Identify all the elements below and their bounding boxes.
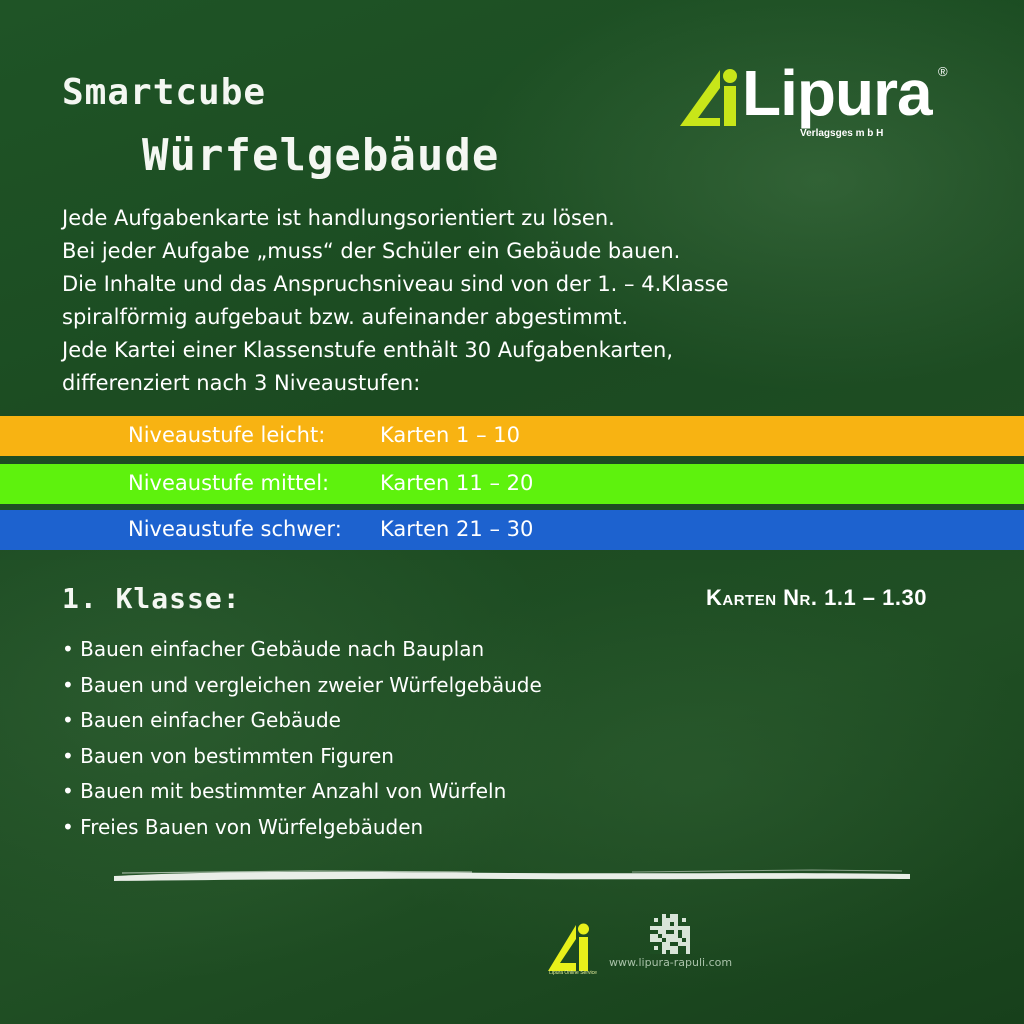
intro-line: Jede Aufgabenkarte ist handlungsorientiert zu lösen. bbox=[62, 206, 615, 230]
list-item: • Freies Bauen von Würfelgebäuden bbox=[62, 810, 542, 846]
level-band-hard bbox=[0, 510, 1024, 550]
card-range-label: Karten Nr. 1.1 – 1.30 bbox=[706, 585, 927, 610]
level-range: Karten 11 – 20 bbox=[380, 471, 534, 495]
list-item: • Bauen einfacher Gebäude bbox=[62, 703, 542, 739]
list-item: • Bauen und vergleichen zweier Würfelgebäude bbox=[62, 668, 542, 704]
chalk-divider bbox=[112, 860, 912, 890]
logo-wordmark: Lipura bbox=[742, 57, 932, 129]
task-list bbox=[62, 632, 542, 845]
title-wuerfelgebaeude: Würfelgebäude bbox=[142, 130, 500, 181]
intro-line: Jede Kartei einer Klassenstufe enthält 30 Aufgabenkarten, bbox=[62, 338, 673, 362]
list-item: • Bauen einfacher Gebäude nach Bauplan bbox=[62, 632, 542, 668]
list-item: • Bauen mit bestimmter Anzahl von Würfeln bbox=[62, 774, 542, 810]
section-heading: 1. Klasse: bbox=[62, 582, 241, 615]
intro-line: Bei jeder Aufgabe „muss“ der Schüler ein Gebäude bauen. bbox=[62, 239, 681, 263]
intro-line: differenziert nach 3 Niveaustufen: bbox=[62, 371, 421, 395]
logo-subtitle: Verlagsges m b H bbox=[800, 128, 884, 139]
qr-code-icon bbox=[650, 914, 690, 954]
logo-registered-mark: ® bbox=[938, 64, 948, 79]
website-url: www.lipura-rapuli.com bbox=[609, 956, 733, 969]
footer-logo-caption: Lipura Online Service bbox=[549, 970, 597, 976]
title-smartcube: Smartcube bbox=[62, 72, 267, 113]
lipura-logo bbox=[680, 57, 960, 150]
intro-text bbox=[62, 202, 962, 400]
level-label: Niveaustufe leicht: bbox=[128, 423, 326, 447]
list-item: • Bauen von bestimmten Figuren bbox=[62, 739, 542, 775]
level-label: Niveaustufe schwer: bbox=[128, 517, 342, 541]
level-band-medium bbox=[0, 464, 1024, 504]
intro-line: Die Inhalte und das Anspruchsniveau sind von der 1. – 4.Klasse bbox=[62, 272, 729, 296]
intro-line: spiralförmig aufgebaut bzw. aufeinander abgestimmt. bbox=[62, 305, 629, 329]
level-range: Karten 21 – 30 bbox=[380, 517, 534, 541]
level-range: Karten 1 – 10 bbox=[380, 423, 520, 447]
level-label: Niveaustufe mittel: bbox=[128, 471, 330, 495]
lipura-mark-icon bbox=[680, 68, 750, 128]
level-band-easy bbox=[0, 416, 1024, 456]
